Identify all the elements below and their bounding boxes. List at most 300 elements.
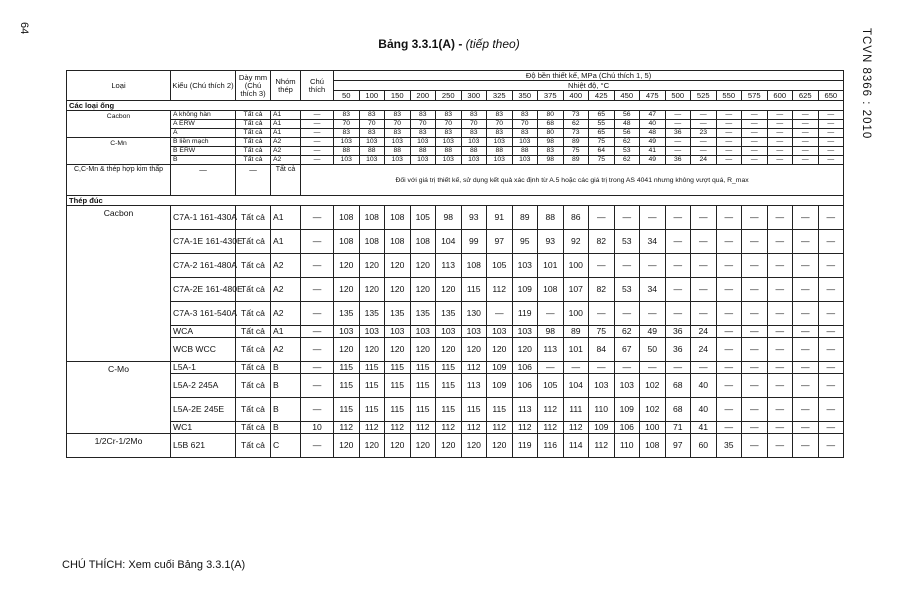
material-loai: C,C-Mn & thép hợp kim thấp	[67, 165, 171, 196]
temperature-header: 425	[589, 91, 615, 101]
steel-group-cell: A1	[271, 129, 301, 138]
strength-value: 120	[334, 254, 360, 278]
material-kieu: A	[171, 129, 236, 138]
strength-value: —	[818, 278, 844, 302]
strength-value: 103	[461, 138, 487, 147]
strength-value: 62	[614, 326, 640, 338]
strength-value: —	[818, 374, 844, 398]
strength-value: 103	[436, 138, 462, 147]
strength-value: 75	[589, 138, 615, 147]
thickness-cell: Tất cả	[236, 278, 271, 302]
strength-value: 115	[359, 374, 385, 398]
strength-value: —	[793, 147, 819, 156]
strength-value: 103	[385, 138, 411, 147]
footnote: CHÚ THÍCH: Xem cuối Bảng 3.3.1(A)	[62, 559, 246, 571]
steel-group-cell: B	[271, 374, 301, 398]
strength-value: —	[818, 230, 844, 254]
strength-value: 135	[385, 302, 411, 326]
note-ref-cell: —	[301, 374, 334, 398]
strength-value: —	[767, 326, 793, 338]
strength-value: —	[742, 302, 768, 326]
strength-value: —	[742, 374, 768, 398]
strength-value: —	[767, 338, 793, 362]
thickness-cell: Tất cả	[236, 398, 271, 422]
strength-value: 88	[538, 206, 564, 230]
temperature-header: 250	[436, 91, 462, 101]
temperature-header: 350	[512, 91, 538, 101]
strength-value: —	[716, 326, 742, 338]
note-ref-cell: 10	[301, 422, 334, 434]
note-ref-cell: —	[301, 206, 334, 230]
table-row	[67, 147, 844, 156]
material-kieu: L5B 621	[171, 434, 236, 458]
strength-value: 115	[410, 398, 436, 422]
strength-value: —	[818, 326, 844, 338]
strength-value: 35	[716, 434, 742, 458]
temperature-header: 325	[487, 91, 513, 101]
strength-value: —	[665, 138, 691, 147]
strength-value: —	[767, 120, 793, 129]
steel-group-cell: Tất cả	[271, 165, 301, 196]
steel-group-cell: A2	[271, 278, 301, 302]
strength-value: —	[716, 362, 742, 374]
strength-value: —	[691, 362, 717, 374]
temperature-header: 300	[461, 91, 487, 101]
strength-value: 114	[563, 434, 589, 458]
strength-value: 112	[461, 422, 487, 434]
strength-value: —	[716, 374, 742, 398]
material-kieu: A ERW	[171, 120, 236, 129]
steel-group-cell: B	[271, 398, 301, 422]
strength-value: —	[665, 120, 691, 129]
header-kieu: Kiểu (Chú thích 2)	[171, 71, 236, 101]
strength-value: 49	[640, 326, 666, 338]
temperature-header: 150	[385, 91, 411, 101]
strength-value: —	[589, 302, 615, 326]
strength-value: 103	[589, 374, 615, 398]
strength-value: 103	[512, 156, 538, 165]
strength-value: 112	[589, 434, 615, 458]
strength-value: 103	[385, 326, 411, 338]
strength-value: 109	[614, 398, 640, 422]
material-kieu: B liền mạch	[171, 138, 236, 147]
strength-value: 110	[614, 434, 640, 458]
table-row	[67, 230, 844, 254]
strength-value: 135	[334, 302, 360, 326]
strength-value: —	[665, 147, 691, 156]
thickness-cell: Tất cả	[236, 326, 271, 338]
table-title-suffix: (tiếp theo)	[465, 37, 520, 51]
strength-value: 120	[359, 278, 385, 302]
strength-value: 115	[385, 362, 411, 374]
strength-value: 49	[640, 138, 666, 147]
temperature-header: 525	[691, 91, 717, 101]
section-heading: Các loại ống	[67, 101, 844, 111]
strength-value: —	[742, 362, 768, 374]
strength-value: 111	[563, 398, 589, 422]
strength-value: —	[538, 362, 564, 374]
strength-value: 113	[512, 398, 538, 422]
strength-value: —	[742, 254, 768, 278]
strength-value: 103	[614, 374, 640, 398]
strength-value: 115	[359, 398, 385, 422]
strength-value: 103	[334, 156, 360, 165]
steel-group-cell: A2	[271, 147, 301, 156]
strength-value: 68	[665, 374, 691, 398]
strength-value: 97	[487, 230, 513, 254]
note-ref-cell: —	[301, 156, 334, 165]
strength-value: —	[767, 129, 793, 138]
strength-value: —	[716, 302, 742, 326]
strength-value: 109	[487, 362, 513, 374]
strength-value: —	[818, 156, 844, 165]
strength-value: 115	[334, 362, 360, 374]
strength-value: 119	[512, 434, 538, 458]
steel-group-cell: A1	[271, 326, 301, 338]
strength-value: —	[665, 206, 691, 230]
strength-value: 120	[487, 338, 513, 362]
strength-value: 103	[359, 138, 385, 147]
strength-value: 101	[538, 254, 564, 278]
strength-value: 119	[512, 302, 538, 326]
strength-value: 70	[512, 120, 538, 129]
note-ref-cell: —	[301, 147, 334, 156]
thickness-cell: Tất cả	[236, 147, 271, 156]
strength-value: —	[614, 254, 640, 278]
strength-value: 112	[385, 422, 411, 434]
strength-value: 82	[589, 278, 615, 302]
strength-value: 70	[461, 120, 487, 129]
strength-value: 116	[538, 434, 564, 458]
strength-value: 103	[359, 326, 385, 338]
strength-value: 65	[589, 129, 615, 138]
strength-value: 109	[512, 278, 538, 302]
header-nhiet-do: Nhiệt độ, °C	[334, 81, 844, 91]
strength-value: 103	[512, 138, 538, 147]
strength-value: —	[793, 338, 819, 362]
strength-value: 64	[589, 147, 615, 156]
strength-value: —	[742, 230, 768, 254]
strength-value: —	[614, 302, 640, 326]
strength-value: 109	[589, 422, 615, 434]
strength-value: —	[767, 302, 793, 326]
strength-value: —	[767, 254, 793, 278]
strength-value: —	[716, 338, 742, 362]
strength-value: 70	[436, 120, 462, 129]
strength-value: 53	[614, 147, 640, 156]
strength-value: —	[793, 302, 819, 326]
strength-value: 83	[461, 111, 487, 120]
strength-value: —	[716, 129, 742, 138]
strength-value: 68	[665, 398, 691, 422]
strength-value: 70	[487, 120, 513, 129]
strength-value: 104	[436, 230, 462, 254]
strength-value: 83	[461, 129, 487, 138]
strength-value: —	[742, 326, 768, 338]
temperature-header: 625	[793, 91, 819, 101]
strength-value: —	[691, 278, 717, 302]
strength-value: 115	[436, 398, 462, 422]
strength-value: 120	[334, 278, 360, 302]
strength-value: 55	[589, 120, 615, 129]
page-number: 64	[18, 22, 30, 35]
strength-value: 89	[563, 326, 589, 338]
strength-value: —	[716, 147, 742, 156]
strength-value: 108	[461, 254, 487, 278]
thickness-cell: Tất cả	[236, 138, 271, 147]
table-row	[67, 111, 844, 120]
strength-value: 53	[614, 278, 640, 302]
strength-value: 120	[385, 254, 411, 278]
strength-value: 53	[614, 230, 640, 254]
strength-value: 112	[538, 422, 564, 434]
table-title	[0, 37, 898, 51]
strength-value: —	[767, 374, 793, 398]
strength-value: 109	[487, 374, 513, 398]
strength-value: —	[767, 422, 793, 434]
strength-value: 120	[359, 338, 385, 362]
strength-value: 36	[665, 338, 691, 362]
strength-value: —	[716, 398, 742, 422]
strength-value: 120	[410, 434, 436, 458]
strength-value: —	[818, 254, 844, 278]
strength-value: 83	[487, 111, 513, 120]
strength-value: 120	[385, 434, 411, 458]
strength-value: 108	[385, 206, 411, 230]
strength-value: —	[793, 206, 819, 230]
strength-value: 88	[461, 147, 487, 156]
strength-value: 88	[512, 147, 538, 156]
strength-value: 130	[461, 302, 487, 326]
strength-value: —	[793, 230, 819, 254]
strength-value: 86	[563, 206, 589, 230]
strength-value: —	[716, 156, 742, 165]
strength-value: 105	[487, 254, 513, 278]
note-ref-cell: —	[301, 362, 334, 374]
strength-value: 112	[436, 422, 462, 434]
strength-value: 112	[512, 422, 538, 434]
strength-value: 108	[334, 230, 360, 254]
strength-value: 112	[563, 422, 589, 434]
strength-value: —	[716, 422, 742, 434]
thickness-cell: Tất cả	[236, 230, 271, 254]
strength-value: 115	[385, 374, 411, 398]
note-ref-cell: —	[301, 230, 334, 254]
strength-value: 120	[410, 254, 436, 278]
strength-value: 99	[461, 230, 487, 254]
thickness-cell: —	[236, 165, 271, 196]
table-row	[67, 206, 844, 230]
strength-value: 83	[436, 111, 462, 120]
strength-value: 103	[410, 326, 436, 338]
strength-value: —	[665, 254, 691, 278]
temperature-header: 650	[818, 91, 844, 101]
table-row	[67, 278, 844, 302]
thickness-cell: Tất cả	[236, 434, 271, 458]
strength-value: —	[767, 362, 793, 374]
strength-value: —	[742, 338, 768, 362]
strength-value: 40	[691, 374, 717, 398]
strength-value: 135	[436, 302, 462, 326]
table-row	[67, 398, 844, 422]
strength-value: 91	[487, 206, 513, 230]
steel-group-cell: A2	[271, 302, 301, 326]
strength-value: 107	[563, 278, 589, 302]
strength-value: 97	[665, 434, 691, 458]
strength-value: 56	[614, 111, 640, 120]
material-kieu: C7A-2 161-480A	[171, 254, 236, 278]
steel-group-cell: A1	[271, 206, 301, 230]
temperature-header: 500	[665, 91, 691, 101]
strength-value: —	[767, 147, 793, 156]
strength-value: —	[793, 434, 819, 458]
strength-value: —	[793, 138, 819, 147]
strength-value: 88	[385, 147, 411, 156]
strength-value: —	[767, 278, 793, 302]
strength-value: —	[793, 278, 819, 302]
strength-value: 101	[563, 338, 589, 362]
table-row	[67, 326, 844, 338]
material-kieu: WC1	[171, 422, 236, 434]
strength-value: 120	[334, 434, 360, 458]
strength-value: —	[818, 147, 844, 156]
strength-value: —	[716, 120, 742, 129]
strength-value: 89	[512, 206, 538, 230]
strength-value: 108	[359, 206, 385, 230]
strength-value: 100	[640, 422, 666, 434]
strength-value: 120	[385, 338, 411, 362]
alloy-note: Đối với giá trị thiết kế, sử dụng kết quả xác định từ A.5 hoặc các giá trị trong AS 4041 nhưng không vượt quá, R_max	[301, 165, 844, 196]
strength-value: 88	[334, 147, 360, 156]
table-title-main: Bảng 3.3.1(A) -	[378, 37, 463, 51]
strength-value: 24	[691, 326, 717, 338]
strength-value: —	[742, 422, 768, 434]
strength-value: 103	[487, 138, 513, 147]
steel-group-cell: B	[271, 422, 301, 434]
strength-value: 23	[691, 129, 717, 138]
material-loai: C-Mo	[67, 362, 171, 434]
thickness-cell: Tất cả	[236, 206, 271, 230]
strength-value: 40	[691, 398, 717, 422]
material-kieu: C7A-1E 161-430E	[171, 230, 236, 254]
strength-value: 108	[334, 206, 360, 230]
steel-group-cell: A2	[271, 138, 301, 147]
strength-value: 36	[665, 156, 691, 165]
strength-value: 103	[410, 138, 436, 147]
strength-value: —	[742, 147, 768, 156]
strength-value: —	[793, 362, 819, 374]
table-row	[67, 302, 844, 326]
strength-value: 24	[691, 338, 717, 362]
strength-value: 40	[640, 120, 666, 129]
strength-value: —	[793, 398, 819, 422]
strength-value: —	[818, 362, 844, 374]
strength-value: 83	[385, 129, 411, 138]
material-kieu: B ERW	[171, 147, 236, 156]
strength-value: 80	[538, 111, 564, 120]
strength-value: 50	[640, 338, 666, 362]
table-row	[67, 120, 844, 129]
strength-value: 103	[512, 326, 538, 338]
strength-value: 103	[436, 326, 462, 338]
strength-value: 83	[359, 129, 385, 138]
strength-value: —	[589, 206, 615, 230]
strength-value: 88	[359, 147, 385, 156]
strength-value: 115	[334, 398, 360, 422]
strength-value: 49	[640, 156, 666, 165]
strength-value: 83	[334, 111, 360, 120]
strength-value: 84	[589, 338, 615, 362]
strength-value: —	[716, 230, 742, 254]
strength-value: —	[716, 111, 742, 120]
strength-value: —	[742, 398, 768, 422]
thickness-cell: Tất cả	[236, 120, 271, 129]
thickness-cell: Tất cả	[236, 254, 271, 278]
strength-value: 115	[410, 362, 436, 374]
strength-value: —	[818, 422, 844, 434]
strength-value: 41	[640, 147, 666, 156]
strength-value: 89	[563, 138, 589, 147]
strength-value: 93	[538, 230, 564, 254]
strength-value: —	[640, 254, 666, 278]
strength-value: —	[818, 398, 844, 422]
strength-value: —	[793, 156, 819, 165]
strength-value: —	[767, 206, 793, 230]
strength-value: 102	[640, 374, 666, 398]
strength-value: 115	[461, 398, 487, 422]
strength-value: 93	[461, 206, 487, 230]
strength-value: 120	[334, 338, 360, 362]
temperature-header: 475	[640, 91, 666, 101]
strength-value: —	[614, 362, 640, 374]
strength-value: 83	[538, 147, 564, 156]
strength-value: —	[665, 362, 691, 374]
note-ref-cell: —	[301, 129, 334, 138]
note-ref-cell: —	[301, 434, 334, 458]
strength-value: —	[716, 206, 742, 230]
header-do-ben: Độ bền thiết kế, MPa (Chú thích 1, 5)	[334, 71, 844, 81]
strength-value: 67	[614, 338, 640, 362]
header-loai: Loại	[67, 71, 171, 101]
strength-value: 83	[410, 129, 436, 138]
strength-value: 120	[359, 434, 385, 458]
strength-value: —	[589, 362, 615, 374]
strength-value: 100	[563, 254, 589, 278]
strength-value: 120	[410, 338, 436, 362]
note-ref-cell: —	[301, 138, 334, 147]
strength-value: 80	[538, 129, 564, 138]
note-ref-cell: —	[301, 398, 334, 422]
material-kieu: C7A-3 161-540A	[171, 302, 236, 326]
material-loai: C-Mn	[67, 138, 171, 165]
strength-value: —	[742, 111, 768, 120]
strength-value: —	[691, 254, 717, 278]
note-ref-cell: —	[301, 254, 334, 278]
strength-value: —	[793, 120, 819, 129]
strength-value: —	[818, 338, 844, 362]
material-kieu: C7A-2E 161-480E	[171, 278, 236, 302]
strength-value: 103	[334, 326, 360, 338]
strength-value: 112	[487, 422, 513, 434]
strength-value: 73	[563, 129, 589, 138]
thickness-cell: Tất cả	[236, 362, 271, 374]
strength-value: 112	[461, 362, 487, 374]
strength-value: —	[742, 434, 768, 458]
strength-value: 106	[614, 422, 640, 434]
strength-value: 103	[461, 326, 487, 338]
strength-value: 98	[436, 206, 462, 230]
strength-value: 113	[461, 374, 487, 398]
